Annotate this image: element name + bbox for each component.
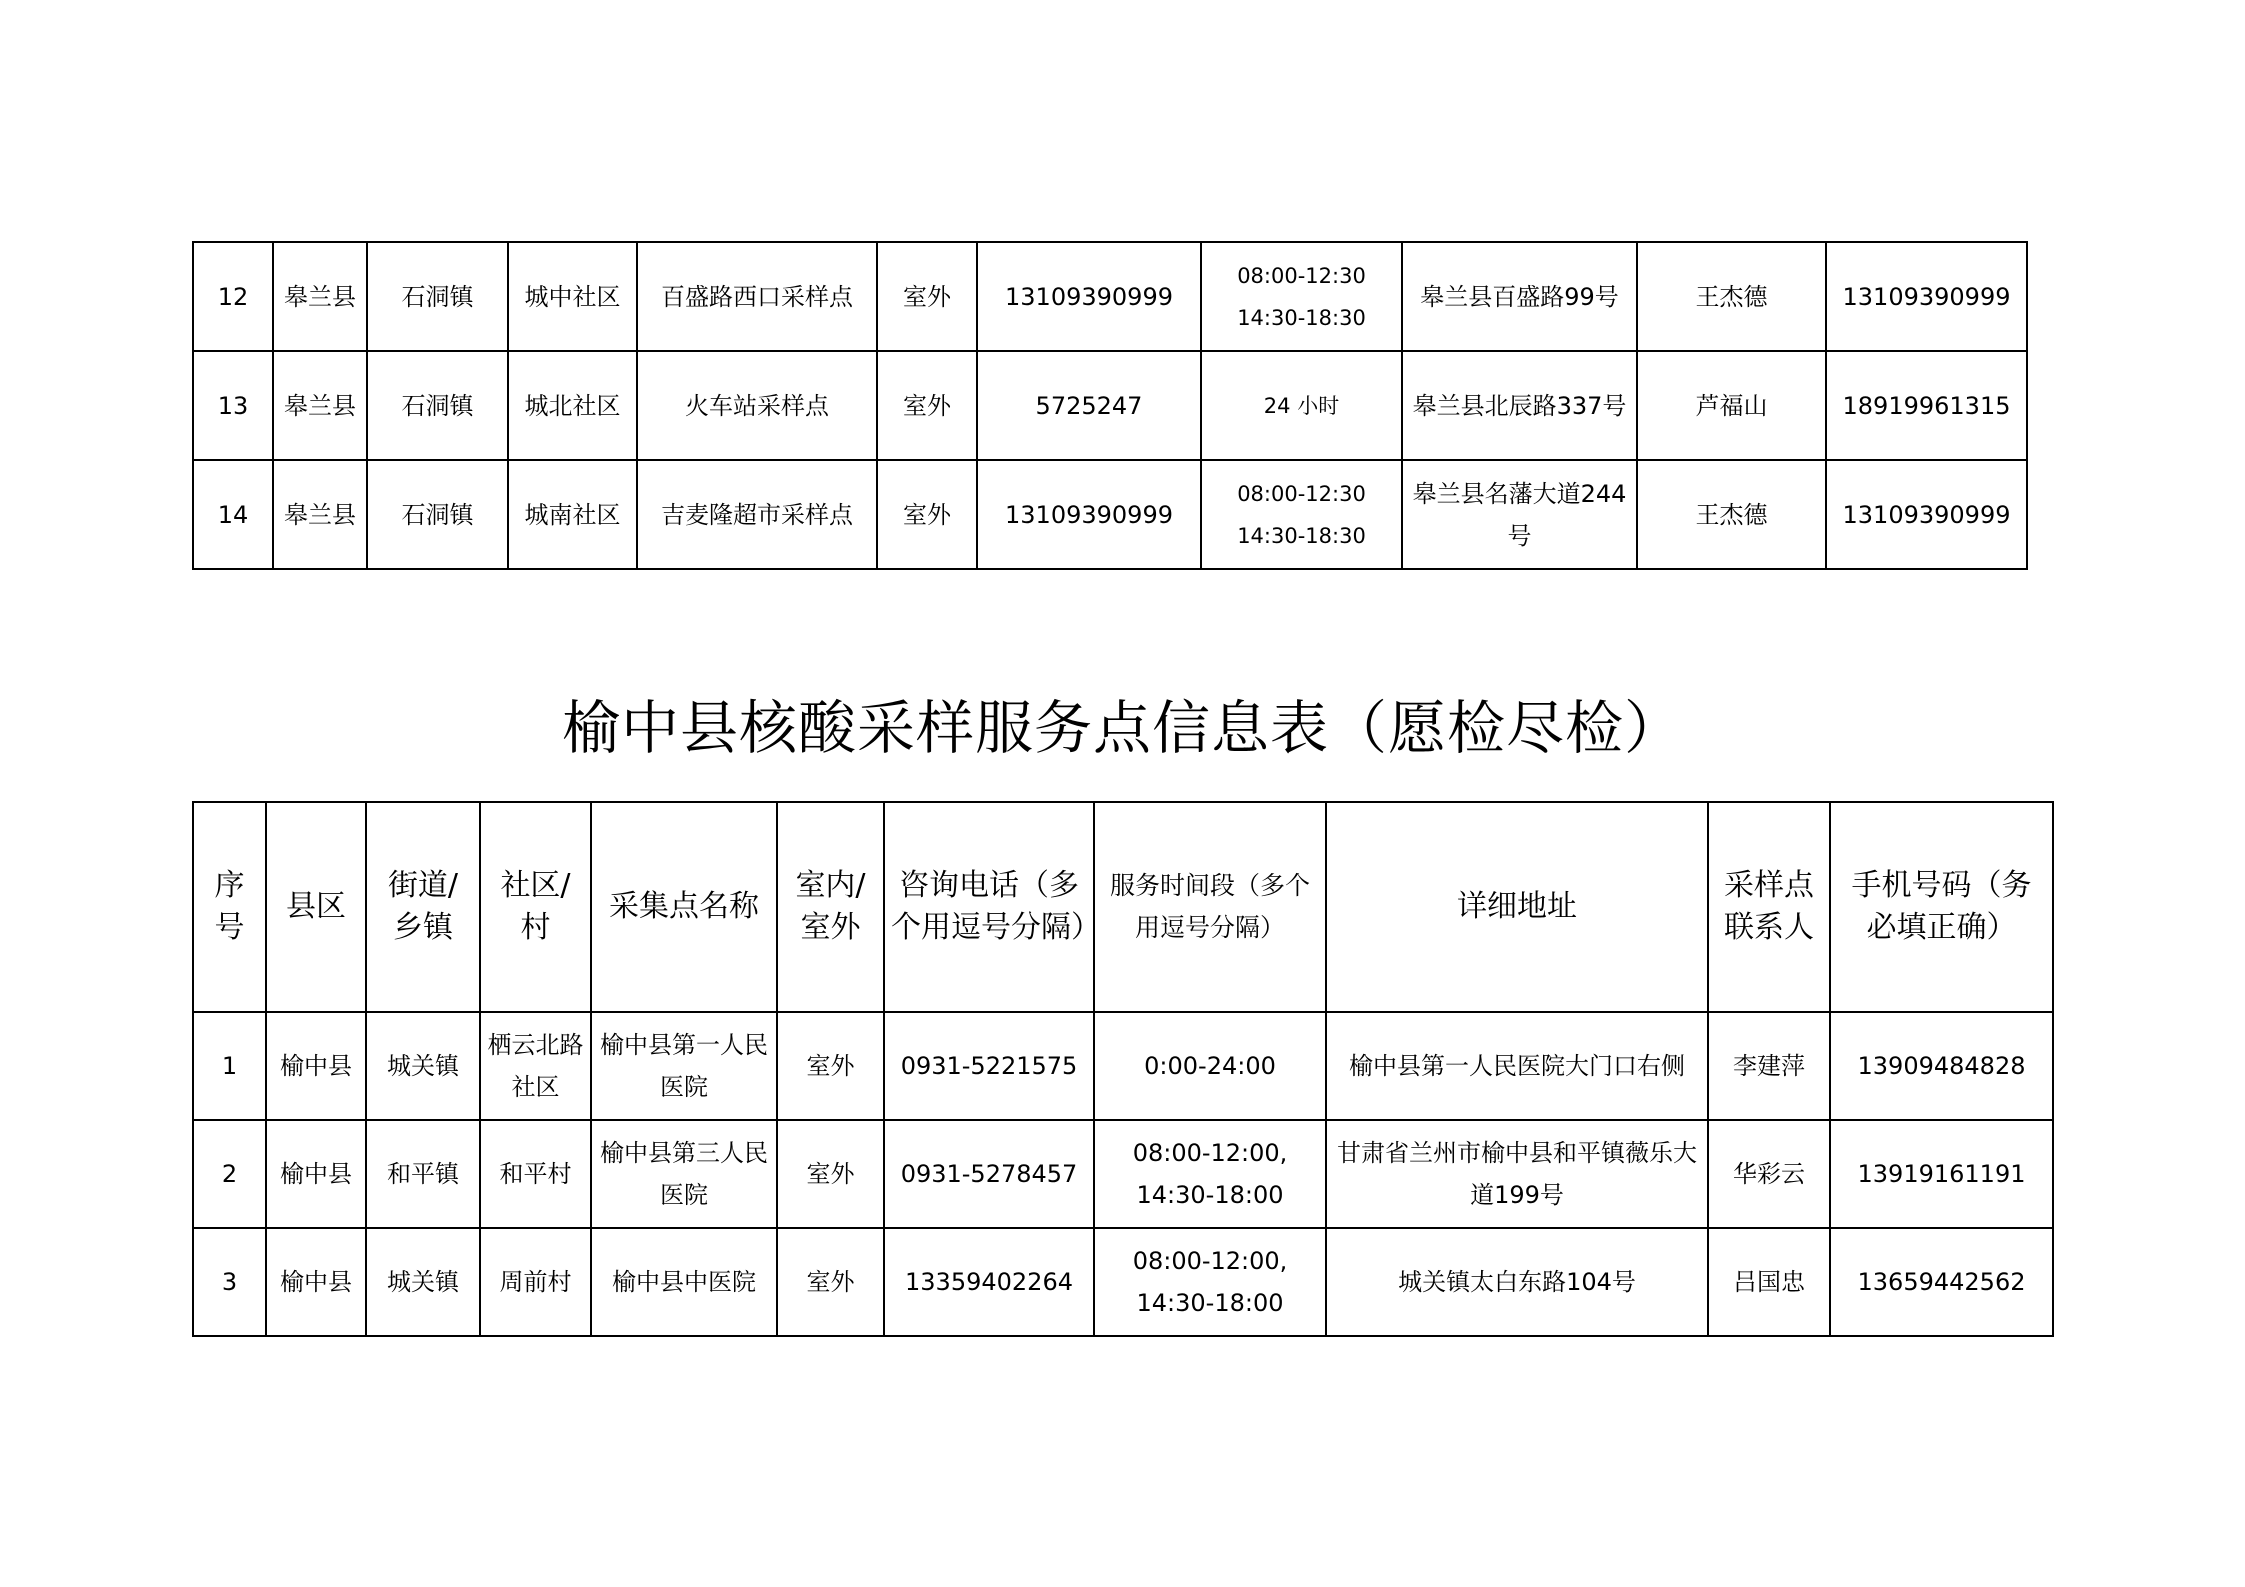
contact-cell: 芦福山	[1637, 351, 1826, 460]
service-time-line: 08:00-12:30	[1237, 481, 1366, 506]
contact-cell: 王杰德	[1637, 460, 1826, 569]
service-time-line: 14:30-18:00	[1136, 1289, 1284, 1317]
header-service-time: 服务时间段（多个用逗号分隔）	[1094, 802, 1326, 1012]
mobile-cell: 13109390999	[1826, 242, 2027, 351]
town-cell: 石洞镇	[367, 351, 508, 460]
service-time-cell	[1201, 460, 1402, 569]
contact-cell: 王杰德	[1637, 242, 1826, 351]
community-cell: 和平村	[480, 1120, 591, 1228]
county-cell: 皋兰县	[273, 242, 367, 351]
service-time-line: 14:30-18:30	[1237, 523, 1366, 548]
contact-cell: 李建萍	[1708, 1012, 1830, 1120]
address-cell: 城关镇太白东路104号	[1326, 1228, 1708, 1336]
town-cell: 石洞镇	[367, 460, 508, 569]
yuzhong-sampling-points-table	[192, 801, 2054, 1337]
sampling-points-table-continued	[192, 241, 2028, 570]
phone-cell: 0931-5278457	[884, 1120, 1094, 1228]
table-row	[193, 460, 2027, 569]
county-cell: 皋兰县	[273, 351, 367, 460]
header-county: 县区	[266, 802, 366, 1012]
table-row	[193, 1012, 2053, 1120]
town-cell: 城关镇	[366, 1012, 480, 1120]
service-time-line: 08:00-12:30	[1237, 263, 1366, 288]
indoor-outdoor-cell: 室外	[777, 1228, 884, 1336]
site-name-cell: 榆中县中医院	[591, 1228, 777, 1336]
phone-cell: 13109390999	[977, 242, 1201, 351]
mobile-cell: 13909484828	[1830, 1012, 2053, 1120]
table-row	[193, 1120, 2053, 1228]
mobile-cell: 13109390999	[1826, 460, 2027, 569]
site-name-cell: 榆中县第三人民医院	[591, 1120, 777, 1228]
header-town: 街道/乡镇	[366, 802, 480, 1012]
site-name-cell: 火车站采样点	[637, 351, 877, 460]
service-time-cell: 0:00-24:00	[1094, 1012, 1326, 1120]
indoor-outdoor-cell: 室外	[777, 1012, 884, 1120]
mobile-cell: 13919161191	[1830, 1120, 2053, 1228]
indoor-outdoor-cell: 室外	[877, 460, 977, 569]
phone-cell: 13359402264	[884, 1228, 1094, 1336]
header-phone: 咨询电话（多个用逗号分隔）	[884, 802, 1094, 1012]
phone-cell: 0931-5221575	[884, 1012, 1094, 1120]
address-cell: 皋兰县百盛路99号	[1402, 242, 1637, 351]
service-time-cell	[1201, 242, 1402, 351]
row-number: 12	[193, 242, 273, 351]
table-row	[193, 351, 2027, 460]
site-name-cell: 吉麦隆超市采样点	[637, 460, 877, 569]
header-mobile: 手机号码（务必填正确）	[1830, 802, 2053, 1012]
service-time-cell	[1094, 1120, 1326, 1228]
address-cell: 皋兰县名藩大道244号	[1402, 460, 1637, 569]
service-time-line: 14:30-18:30	[1237, 305, 1366, 330]
table-row	[193, 1228, 2053, 1336]
site-name-cell: 百盛路西口采样点	[637, 242, 877, 351]
row-number: 1	[193, 1012, 266, 1120]
address-cell: 甘肃省兰州市榆中县和平镇薇乐大道199号	[1326, 1120, 1708, 1228]
community-cell: 栖云北路社区	[480, 1012, 591, 1120]
town-cell: 石洞镇	[367, 242, 508, 351]
header-number: 序号	[193, 802, 266, 1012]
phone-cell: 5725247	[977, 351, 1201, 460]
phone-cell: 13109390999	[977, 460, 1201, 569]
county-cell: 榆中县	[266, 1228, 366, 1336]
row-number: 2	[193, 1120, 266, 1228]
mobile-cell: 18919961315	[1826, 351, 2027, 460]
community-cell: 周前村	[480, 1228, 591, 1336]
address-cell: 榆中县第一人民医院大门口右侧	[1326, 1012, 1708, 1120]
header-community: 社区/村	[480, 802, 591, 1012]
town-cell: 城关镇	[366, 1228, 480, 1336]
service-time-line: 08:00-12:00,	[1132, 1247, 1288, 1275]
service-time-line: 08:00-12:00,	[1132, 1139, 1288, 1167]
header-address: 详细地址	[1326, 802, 1708, 1012]
document-title: 榆中县核酸采样服务点信息表（愿检尽检）	[561, 694, 1683, 762]
address-cell: 皋兰县北辰路337号	[1402, 351, 1637, 460]
indoor-outdoor-cell: 室外	[877, 242, 977, 351]
service-time-cell: 24 小时	[1201, 351, 1402, 460]
table-header-row	[193, 802, 2053, 1012]
row-number: 13	[193, 351, 273, 460]
service-time-line: 14:30-18:00	[1136, 1181, 1284, 1209]
community-cell: 城南社区	[508, 460, 637, 569]
mobile-cell: 13659442562	[1830, 1228, 2053, 1336]
table-row	[193, 242, 2027, 351]
service-time-cell	[1094, 1228, 1326, 1336]
county-cell: 榆中县	[266, 1012, 366, 1120]
header-indoor-outdoor: 室内/室外	[777, 802, 884, 1012]
row-number: 3	[193, 1228, 266, 1336]
site-name-cell: 榆中县第一人民医院	[591, 1012, 777, 1120]
community-cell: 城北社区	[508, 351, 637, 460]
header-site-name: 采集点名称	[591, 802, 777, 1012]
header-contact: 采样点联系人	[1708, 802, 1830, 1012]
contact-cell: 吕国忠	[1708, 1228, 1830, 1336]
indoor-outdoor-cell: 室外	[777, 1120, 884, 1228]
contact-cell: 华彩云	[1708, 1120, 1830, 1228]
town-cell: 和平镇	[366, 1120, 480, 1228]
county-cell: 皋兰县	[273, 460, 367, 569]
county-cell: 榆中县	[266, 1120, 366, 1228]
community-cell: 城中社区	[508, 242, 637, 351]
indoor-outdoor-cell: 室外	[877, 351, 977, 460]
row-number: 14	[193, 460, 273, 569]
